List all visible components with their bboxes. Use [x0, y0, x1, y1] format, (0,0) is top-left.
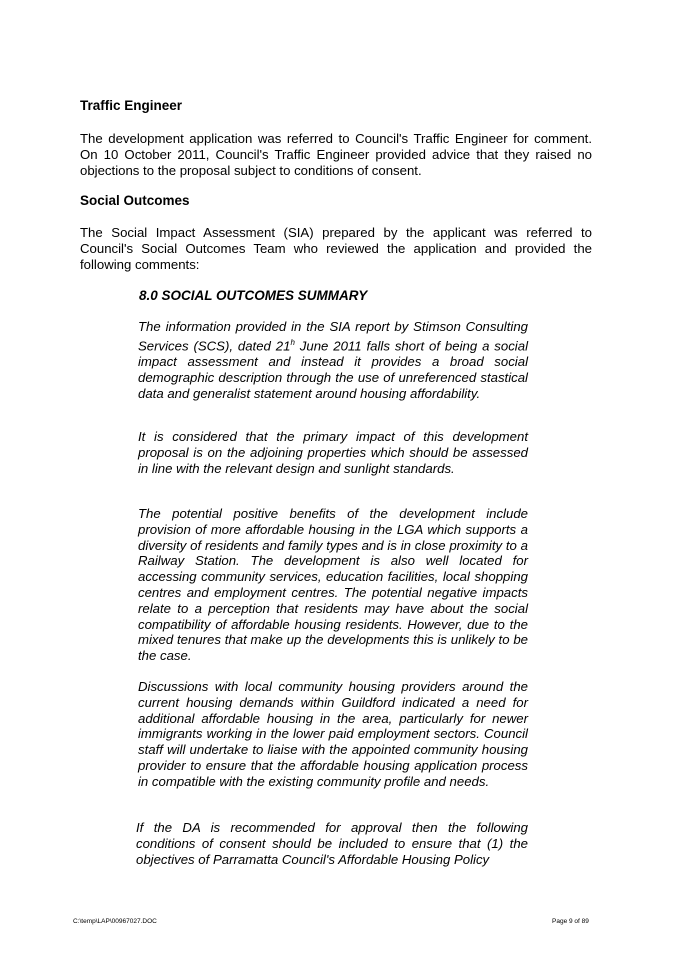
traffic-engineer-heading: Traffic Engineer: [80, 98, 183, 113]
quote-paragraph-4: Discussions with local community housing providers around the current housing demands within Guildford indicated a need for additional affordable housing in the area, particularly for newer immigrants working in the lower paid employment sectors. Council staff will undertake to liaise with the appointed community housing provider to ensure that the affordable housing application process in compatible with the existing community profile and needs.: [138, 679, 528, 789]
quote-p1-before: The information provided in the SIA report by Stimson Consulting Services (SCS), dated 21: [138, 319, 528, 354]
social-outcomes-paragraph: The Social Impact Assessment (SIA) prepared by the applicant was referred to Council's Social Outcomes Team who reviewed the application and provided the following comments:: [80, 225, 592, 272]
quote-paragraph-1: [138, 319, 528, 401]
quote-paragraph-3: The potential positive benefits of the development include provision of more affordable housing in the LGA which supports a diversity of residents and family types and is in close proximity to a Railway Station. The development is also well located for accessing community services, education facilities, local shopping centres and employment centres. The potential negative impacts relate to a perception that residents may have about the social compatibility of affordable housing residents. However, due to the mixed tenures that make up the developments this is unlikely to be the case.: [138, 506, 528, 664]
quote-p1-after: June 2011 falls short of being a social impact assessment and instead it provides a broad social demographic description through the use of unreferenced stastical data and generalist statement around housing affordability.: [138, 338, 528, 401]
quote-paragraph-5: If the DA is recommended for approval then the following conditions of consent should be included to ensure that (1) the objectives of Parramatta Council's Affordable Housing Policy: [136, 820, 528, 867]
footer-file-path: C:\temp\LAP\00967027.DOC: [73, 918, 157, 925]
quote-section-title: 8.0 SOCIAL OUTCOMES SUMMARY: [139, 288, 368, 303]
footer-page-number: Page 9 of 89: [552, 918, 589, 925]
social-outcomes-heading: Social Outcomes: [80, 193, 190, 208]
quote-p1-superscript: h: [290, 337, 295, 347]
quote-paragraph-2: It is considered that the primary impact of this development proposal is on the adjoining properties which should be assessed in line with the relevant design and sunlight standards.: [138, 429, 528, 476]
traffic-engineer-paragraph: The development application was referred to Council's Traffic Engineer for comment. On 10 October 2011, Council's Traffic Engineer provided advice that they raised no objections to the proposal subject to conditions of consent.: [80, 131, 592, 178]
